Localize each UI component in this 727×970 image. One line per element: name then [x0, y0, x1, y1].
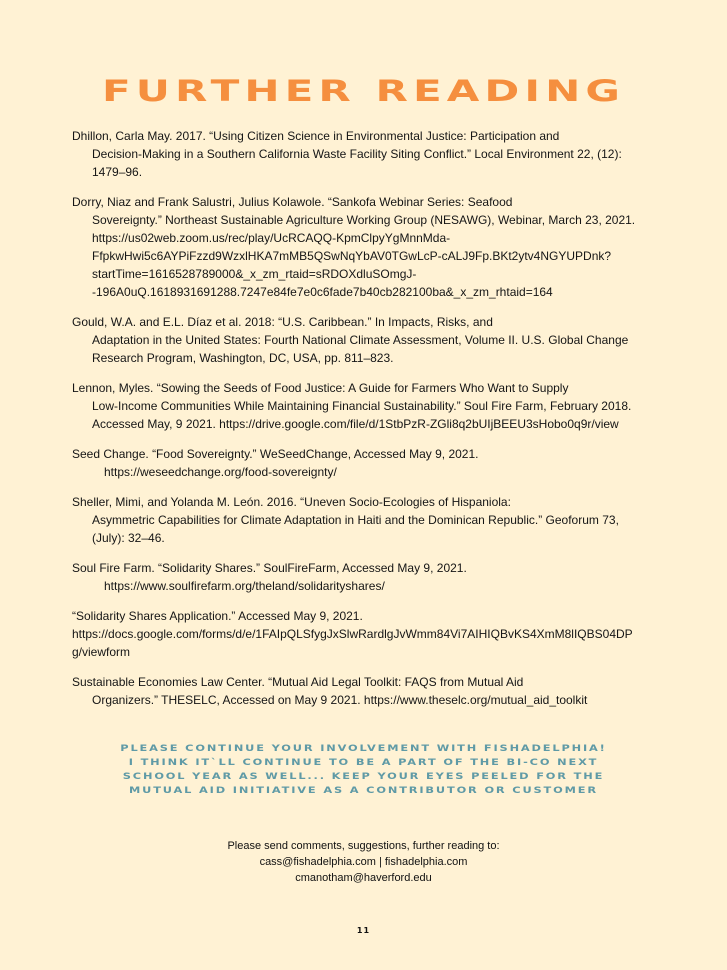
reference-line: -196A0uQ.1618931691288.7247e84fe7e0c6fade7b40cb282100ba&_x_zm_rhtaid=164 [92, 285, 553, 299]
page-title: FURTHER READING [101, 74, 625, 108]
reference-line: (July): 32–46. [92, 531, 165, 545]
closing-note-line: PLEASE CONTINUE YOUR INVOLVEMENT WITH FISHADELPHIA! [120, 744, 607, 754]
reference-line: Dhillon, Carla May. 2017. “Using Citizen Science in Environmental Justice: Participation and [72, 129, 560, 143]
reference-line: Sheller, Mimi, and Yolanda M. León. 2016. “Uneven Socio-Ecologies of Hispaniola: [72, 495, 511, 509]
contact-line: cmanotham@haverford.edu [295, 872, 432, 884]
closing-note-line: I THINK IT`LL CONTINUE TO BE A PART OF THE BI-CO NEXT [128, 758, 599, 768]
reference-list [72, 127, 660, 721]
reference-line: Adaptation in the United States: Fourth National Climate Assessment, Volume II. U.S. Global Change [92, 333, 629, 347]
reference-line: Decision-Making in a Southern California Waste Facility Siting Conflict.” Local Environment 22, (12): [92, 147, 622, 161]
reference-line: https://www.soulfirefarm.org/theland/solidarityshares/ [104, 579, 385, 593]
reference-line: Asymmetric Capabilities for Climate Adaptation in Haiti and the Dominican Republic.” Geoforum 73, [92, 513, 619, 527]
contact-line: Please send comments, suggestions, further reading to: [227, 840, 500, 852]
reference-line: Sovereignty.” Northeast Sustainable Agriculture Working Group (NESAWG), Webinar, March 23, 2021. [92, 213, 636, 227]
reference-line: Accessed May, 9 2021. https://drive.google.com/file/d/1StbPzR-ZGli8q2bUIjBEEU3sHobo0q9r/view [92, 417, 619, 431]
contact-info [0, 838, 727, 886]
page-number: 11 [356, 926, 371, 935]
reference-entry [72, 673, 660, 709]
reference-line: “Solidarity Shares Application.” Accessed May 9, 2021. [72, 609, 363, 623]
closing-note-line: MUTUAL AID INITIATIVE AS A CONTRIBUTOR OR CUSTOMER [129, 786, 598, 796]
reference-entry [72, 127, 660, 181]
reference-line: Lennon, Myles. “Sowing the Seeds of Food Justice: A Guide for Farmers Who Want to Supply [72, 381, 569, 395]
reference-entry [72, 559, 660, 595]
reference-line: Low-Income Communities While Maintaining Financial Sustainability.” Soul Fire Farm, February 2018. [92, 399, 632, 413]
reference-line: https://docs.google.com/forms/d/e/1FAIpQLSfygJxSlwRardlgJvWmm84Vi7AIHIQBvKS4XmM8lIQBS04DP [72, 627, 633, 641]
reference-line: 1479–96. [92, 165, 143, 179]
closing-note [0, 742, 727, 798]
reference-entry [72, 607, 660, 661]
reference-line: startTime=1616528789000&_x_zm_rtaid=sRDOXdluSOmgJ- [92, 267, 417, 281]
contact-line: cass@fishadelphia.com | fishadelphia.com [259, 856, 468, 868]
reference-line: https://us02web.zoom.us/rec/play/UcRCAQQ-KpmClpyYgMnnMda- [92, 231, 451, 245]
reference-line: g/viewform [72, 645, 131, 659]
reference-line: Research Program, Washington, DC, USA, pp. 811–823. [92, 351, 394, 365]
reference-entry [72, 193, 660, 301]
reference-line: Soul Fire Farm. “Solidarity Shares.” SoulFireFarm, Accessed May 9, 2021. [72, 561, 467, 575]
reference-line: Organizers.” THESELC, Accessed on May 9 2021. https://www.theselc.org/mutual_aid_toolkit [92, 693, 588, 707]
reference-entry [72, 379, 660, 433]
reference-entry [72, 493, 660, 547]
reference-line: Dorry, Niaz and Frank Salustri, Julius Kolawole. “Sankofa Webinar Series: Seafood [72, 195, 513, 209]
reference-line: https://weseedchange.org/food-sovereignty/ [104, 465, 337, 479]
reference-line: Seed Change. “Food Sovereignty.” WeSeedChange, Accessed May 9, 2021. [72, 447, 479, 461]
reference-line: Sustainable Economies Law Center. “Mutual Aid Legal Toolkit: FAQS from Mutual Aid [72, 675, 524, 689]
reference-entry [72, 445, 660, 481]
closing-note-line: SCHOOL YEAR AS WELL... KEEP YOUR EYES PEELED FOR THE [122, 772, 605, 782]
reference-line: FfpkwHwi5c6AYPiFzzd9WzxlHKA7mMB5QSwNqYbAV0TGwLcP-cALJ9Fp.BKt2ytv4NGYUPDnk? [92, 249, 612, 263]
reference-entry [72, 313, 660, 367]
reference-line: Gould, W.A. and E.L. Díaz et al. 2018: “U.S. Caribbean.” In Impacts, Risks, and [72, 315, 493, 329]
